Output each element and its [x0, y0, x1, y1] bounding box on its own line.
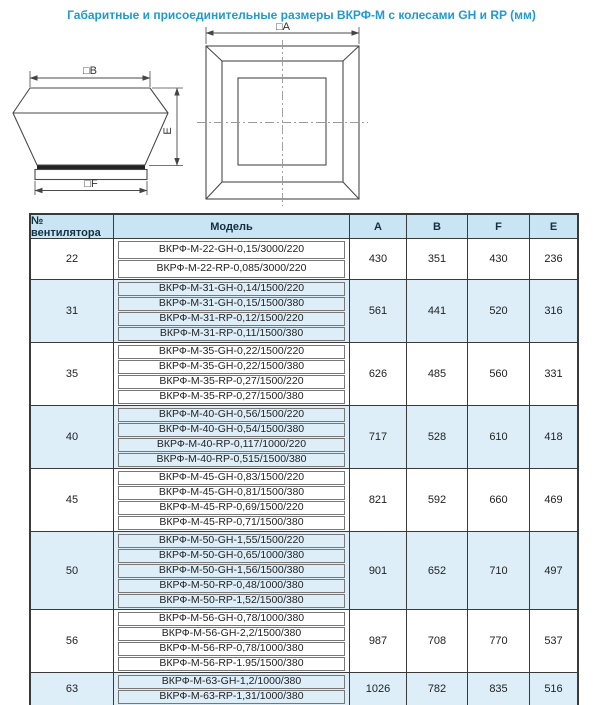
model-cell	[114, 239, 350, 279]
dim-e-cell: 516	[544, 683, 563, 695]
model-box: ВКРФ-М-45-RP-0,71/1500/380	[118, 516, 345, 530]
dim-f-cell: 610	[468, 406, 530, 468]
table-group-row	[31, 609, 577, 672]
model-cell	[114, 532, 350, 609]
model-cell	[114, 610, 350, 672]
dim-label-a: □A	[276, 21, 290, 33]
model-box: ВКРФ-М-22-RP-0,085/3000/220	[118, 260, 345, 278]
page-title: Габаритные и присоединительные размеры ВКРФ-М с колесами GH и RP (мм)	[67, 8, 536, 22]
model-box: ВКРФ-М-31-RP-0,11/1500/380	[118, 327, 345, 341]
dim-b-cell: 485	[407, 343, 468, 405]
model-box: ВКРФ-М-35-GH-0,22/1500/380	[118, 360, 345, 374]
model-box: ВКРФ-М-50-RP-1,52/1500/380	[118, 594, 345, 608]
model-box: ВКРФ-М-40-GH-0,54/1500/380	[118, 423, 345, 437]
dim-a-cell: 1026	[350, 673, 407, 705]
side-view-drawing	[13, 65, 183, 195]
model-box: ВКРФ-М-45-GH-0,83/1500/220	[118, 471, 345, 485]
dim-f-cell: 520	[468, 280, 530, 342]
dim-e-cell: 316	[544, 305, 563, 317]
fan-number-cell: 40	[31, 406, 114, 468]
model-cell	[114, 673, 350, 705]
model-cell	[114, 343, 350, 405]
model-box: ВКРФ-М-40-RP-0,515/1500/380	[118, 453, 345, 467]
table-group-row	[31, 468, 577, 531]
model-cell	[114, 469, 350, 531]
dim-f-cell: 835	[468, 673, 530, 705]
header-a: A	[350, 215, 407, 239]
header-e: E	[549, 221, 558, 233]
model-cell	[114, 406, 350, 468]
fan-number-cell: 31	[31, 280, 114, 342]
spec-table	[29, 213, 579, 705]
dim-f-cell: 430	[468, 239, 530, 279]
header-b: B	[407, 215, 468, 239]
model-box: ВКРФ-М-50-GH-1,56/1500/380	[118, 564, 345, 578]
model-cell	[114, 280, 350, 342]
model-box: ВКРФ-М-50-GH-0,65/1000/380	[118, 549, 345, 563]
model-box: ВКРФ-М-31-RP-0,12/1500/220	[118, 312, 345, 326]
fan-number-cell: 35	[31, 343, 114, 405]
model-box: ВКРФ-М-63-GH-1,2/1000/380	[118, 675, 345, 689]
model-box: ВКРФ-М-63-RP-1,31/1000/380	[118, 690, 345, 704]
table-group-row	[31, 279, 577, 342]
model-box: ВКРФ-М-22-GH-0,15/3000/220	[118, 241, 345, 259]
model-box: ВКРФ-М-56-RP-0,78/1000/380	[118, 642, 345, 656]
model-box: ВКРФ-М-31-GH-0,14/1500/220	[118, 282, 345, 296]
fan-number-cell: 63	[31, 673, 114, 705]
table-group-row	[31, 672, 577, 705]
header-fan-number: № вентилятора	[31, 215, 114, 239]
dim-b-cell: 528	[407, 406, 468, 468]
fan-number-cell: 50	[31, 532, 114, 609]
dim-f-cell: 560	[468, 343, 530, 405]
model-box: ВКРФ-М-45-RP-0,69/1500/220	[118, 501, 345, 515]
model-box: ВКРФ-М-50-RP-0,48/1000/380	[118, 579, 345, 593]
header-f: F	[468, 215, 530, 239]
dim-f-cell: 660	[468, 469, 530, 531]
header-model: Модель	[114, 215, 350, 239]
dim-label-e: E	[162, 127, 174, 135]
model-box: ВКРФ-М-35-GH-0,22/1500/220	[118, 345, 345, 359]
table-group-row	[31, 342, 577, 405]
dim-e-cell: 418	[544, 431, 563, 443]
model-box: ВКРФ-М-56-GH-0,78/1000/380	[118, 612, 345, 626]
dim-b-cell: 782	[407, 673, 468, 705]
dim-a-cell: 821	[350, 469, 407, 531]
dim-e-cell: 236	[544, 253, 563, 265]
dim-a-cell: 901	[350, 532, 407, 609]
base-strip	[37, 166, 145, 170]
dim-e-cell: 497	[544, 564, 563, 577]
dim-label-f: □F	[84, 178, 98, 190]
dim-a-cell: 717	[350, 406, 407, 468]
dim-b-cell: 592	[407, 469, 468, 531]
dim-f-cell: 770	[468, 610, 530, 672]
dim-f-cell: 710	[468, 532, 530, 609]
model-box: ВКРФ-М-40-GH-0,56/1500/220	[118, 408, 345, 422]
model-box: ВКРФ-М-40-RP-0,117/1000/220	[118, 438, 345, 452]
dim-e-cell: 469	[544, 494, 563, 506]
drawings-canvas	[0, 20, 603, 212]
dim-a-cell: 430	[350, 239, 407, 279]
dim-b-cell: 441	[407, 280, 468, 342]
model-box: ВКРФ-М-35-RP-0,27/1500/220	[118, 375, 345, 389]
model-box: ВКРФ-М-56-RP-1.95/1500/380	[118, 657, 345, 671]
dim-e-cell: 537	[544, 635, 563, 647]
dim-a-cell: 626	[350, 343, 407, 405]
dim-b-cell: 351	[407, 239, 468, 279]
top-view-drawing	[197, 21, 368, 206]
table-header-row	[31, 215, 577, 238]
dim-b-cell: 652	[407, 532, 468, 609]
table-group-row	[31, 531, 577, 609]
dim-a-cell: 987	[350, 610, 407, 672]
dim-label-b: □B	[83, 65, 97, 77]
model-box: ВКРФ-М-50-GH-1,55/1500/220	[118, 534, 345, 548]
fan-number-cell: 22	[31, 239, 114, 279]
table-group-row	[31, 405, 577, 468]
table-groups	[31, 238, 577, 705]
fan-number-cell: 45	[31, 469, 114, 531]
model-box: ВКРФ-М-35-RP-0,27/1500/380	[118, 390, 345, 404]
table-group-row	[31, 238, 577, 279]
dim-b-cell: 708	[407, 610, 468, 672]
model-box: ВКРФ-М-31-GH-0,15/1500/380	[118, 297, 345, 311]
dim-e-cell: 331	[544, 368, 563, 380]
dim-a-cell: 561	[350, 280, 407, 342]
model-box: ВКРФ-М-45-GH-0,81/1500/380	[118, 486, 345, 500]
fan-number-cell: 56	[31, 610, 114, 672]
model-box: ВКРФ-М-56-GH-2,2/1500/380	[118, 627, 345, 641]
